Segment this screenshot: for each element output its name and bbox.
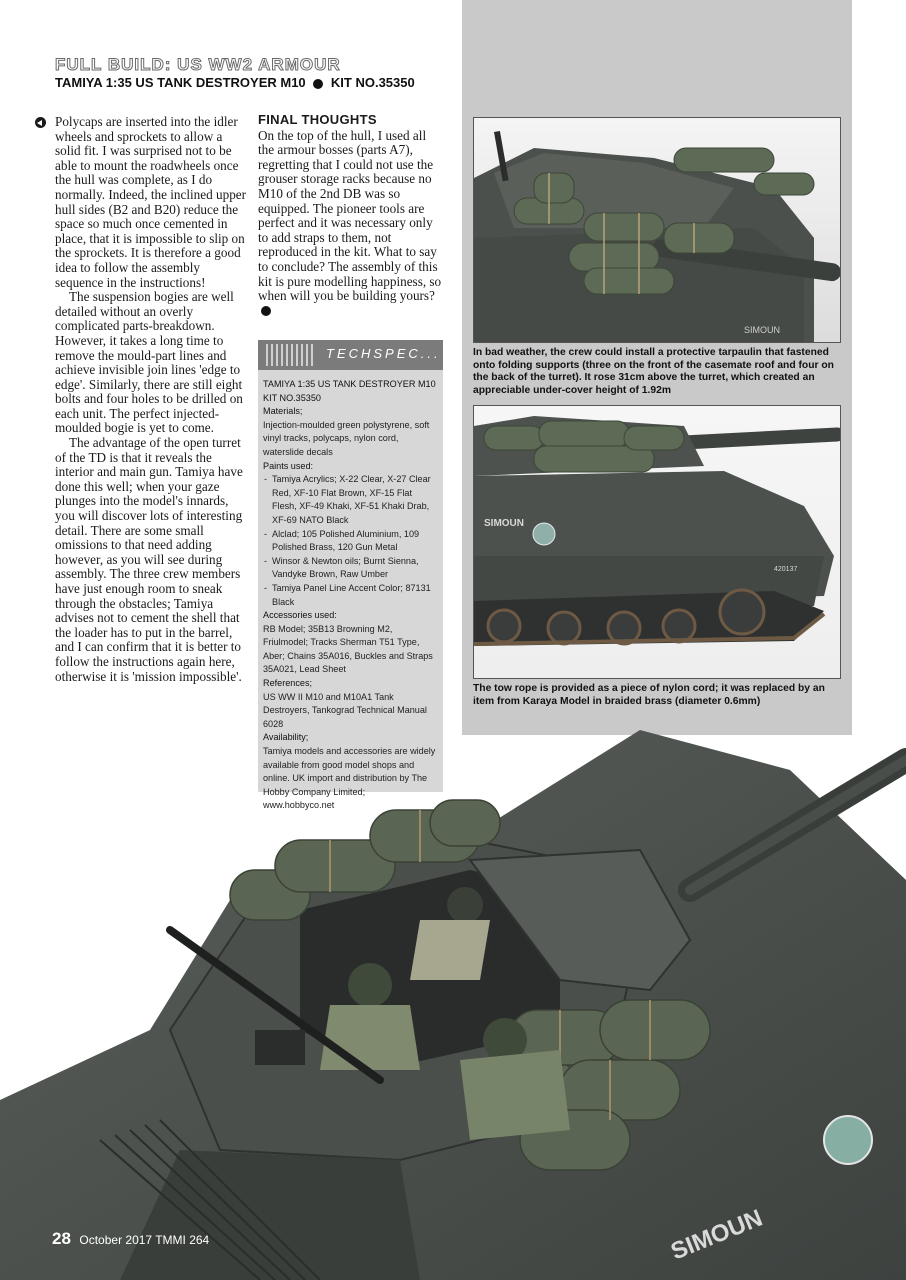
list-item: - Tamiya Panel Line Accent Color; 87131 Black — [263, 582, 438, 609]
paragraph — [258, 129, 443, 319]
photo-turret-stowage — [473, 117, 841, 343]
photo-side-view — [473, 405, 841, 679]
tank-name-marking: SIMOUN — [484, 518, 524, 529]
availability-label: Availability; — [263, 732, 309, 743]
paints-label: Paints used: — [263, 460, 314, 471]
tank-name-marking: SIMOUN — [667, 1204, 767, 1266]
kit-name: TAMIYA 1:35 US TANK DESTROYER M10 — [55, 75, 306, 90]
tank-name-marking: SIMOUN — [744, 325, 780, 335]
materials-text: Injection-moulded green polystyrene, soft vinyl tracks, polycaps, nylon cord, waterslide decals — [263, 419, 430, 457]
final-thoughts-text: On the top of the hull, I used all the armour bosses (parts A7), regretting that I could not use the grouser storage racks because no M10 of the 2nd DB was so equipped. The pioneer tools are perfect and it was necessary only to add straps to them, not reproduced in the kit. What to say to conclude? The assembly of this kit is pure modelling happiness, so when will you be building yours? — [258, 127, 442, 304]
continue-arrow-icon — [35, 117, 46, 128]
techspec-header — [258, 340, 443, 370]
photo-caption: In bad weather, the crew could install a protective tarpaulin that fastened onto folding supports (three on the front of the casemate roof and four on the back of the turret). It rose 31cm above the turret, which created an appreciable under-cover height of 1.92m — [473, 347, 834, 396]
list-item: - Tamiya Acrylics; X-22 Clear, X-27 Clear Red, XF-10 Flat Brown, XF-15 Flat Flesh, XF-49 Khaki, XF-51 Khaki Drab, XF-69 NATO Black — [263, 473, 438, 527]
paragraph: Polycaps are inserted into the idler wheels and sprockets to allow a solid fit. I was surprised not to be able to mount the roadwheels once the hull was complete, as I do normally. Indeed, the inclined upper hull sides (B2 and B20) reduce the space so much once cemented in place, that it is impossible to slip on the sprockets. It is therefore a good idea to follow the assembly sequence in the instructions! — [55, 114, 247, 290]
article-column-1 — [55, 115, 247, 684]
paragraph: The suspension bogies are well detailed without an overly complicated parts-breakdown. However, it takes a long time to remove the mould-part lines and achieve invisible join lines 'edge to edge'. Similarly, there are still eight bolts and four holes to be drilled on each unit. The perfect injected-moulded bogie is yet to come. — [55, 289, 243, 436]
tank-turret-illustration — [474, 118, 840, 342]
series-title: FULL BUILD: US WW2 ARMOUR — [55, 55, 341, 74]
stripes-icon — [266, 344, 314, 366]
article-column-2 — [258, 113, 443, 318]
accessories-text: RB Model; 35B13 Browning M2, Friulmodel; Tracks Sherman T51 Type, Aber; Chains 35A016, Buckles and Straps 35A021, Lead Sheet — [263, 623, 433, 675]
kit-title — [55, 75, 415, 90]
materials-label: Materials; — [263, 406, 303, 417]
end-mark-icon — [261, 306, 271, 316]
references-text: US WW II M10 and M10A1 Tank Destroyers, Tankograd Technical Manual 6028 — [263, 691, 427, 729]
unit-insignia — [533, 523, 555, 545]
techspec-kit-no: KIT NO.35350 — [263, 392, 321, 403]
techspec-box — [258, 340, 443, 811]
kit-number: KIT NO.35350 — [330, 75, 415, 90]
page-number: 28 — [52, 1229, 71, 1248]
availability-text: Tamiya models and accessories are widely available from good model shops and online. UK import and distribution by The Hobby Company Limited; www.hobbyco.net — [263, 746, 436, 811]
techspec-title: TECHSPEC... — [326, 346, 441, 361]
techspec-kit-name: TAMIYA 1:35 US TANK DESTROYER M10 — [263, 379, 436, 389]
main-tank-photo — [0, 730, 906, 1280]
final-thoughts-heading: FINAL THOUGHTS — [258, 112, 377, 127]
serial-marking: 420137 — [774, 566, 798, 573]
issue-info: October 2017 TMMI 264 — [79, 1233, 210, 1247]
photo-caption: The tow rope is provided as a piece of nylon cord; it was replaced by an item from Karaya Model in braided brass (diameter 0.6mm) — [473, 683, 825, 707]
references-label: References; — [263, 678, 313, 689]
paragraph: The advantage of the open turret of the TD is that it reveals the interior and main gun. Tamiya have done this well; when your gaze plunges into the model's innards, you will discover lots of interesting detail. There are some small omissions to that need adding however, as you will see during assembly. The three crew members have just enough room to sneak through the obstacles; Tamiya advises not to cement the shell that the loader has to put in the barrel, and I can confirm that it is better to follow the instructions again here, otherwise it is 'mission impossible'. — [55, 435, 243, 684]
accessories-label: Accessories used: — [263, 610, 337, 621]
bullet-dot-icon — [313, 79, 323, 89]
page-footer — [52, 1229, 209, 1249]
list-item: - Winsor & Newton oils; Burnt Sienna, Vandyke Brown, Raw Umber — [263, 555, 438, 582]
unit-insignia — [824, 1116, 872, 1164]
list-item: - Alclad; 105 Polished Aluminium, 109 Polished Brass, 120 Gun Metal — [263, 528, 438, 555]
tank-side-illustration — [474, 406, 840, 678]
paints-list — [263, 473, 438, 609]
